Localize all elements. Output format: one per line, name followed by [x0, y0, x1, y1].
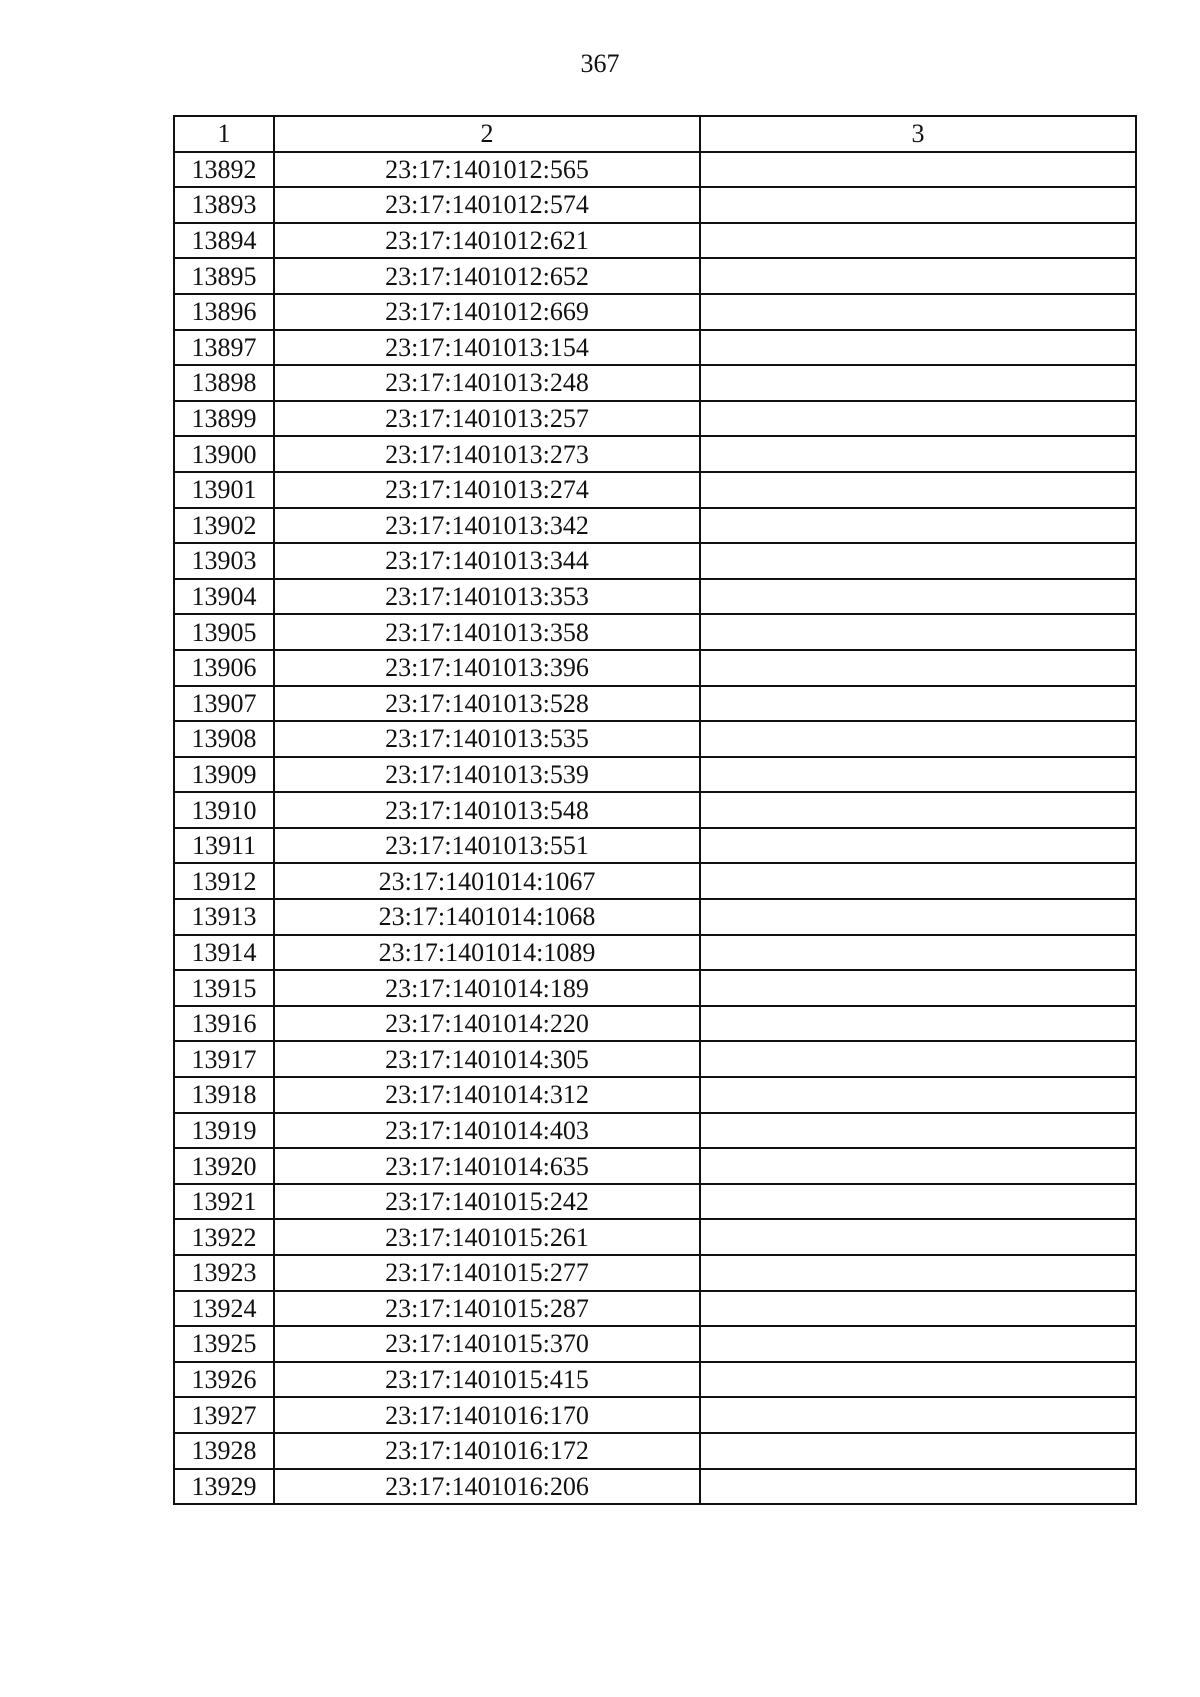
row-number-cell: 13899 — [174, 401, 274, 437]
table-row — [174, 508, 1136, 544]
note-cell — [700, 899, 1136, 935]
cadastral-number-cell: 23:17:1401015:415 — [274, 1362, 700, 1398]
cadastral-number-cell: 23:17:1401015:287 — [274, 1291, 700, 1327]
cadastral-number-cell: 23:17:1401014:189 — [274, 970, 700, 1006]
table-row — [174, 258, 1136, 294]
note-cell — [700, 863, 1136, 899]
table-row — [174, 1041, 1136, 1077]
note-cell — [700, 1362, 1136, 1398]
table-row — [174, 935, 1136, 971]
cadastral-number-cell: 23:17:1401012:621 — [274, 223, 700, 259]
note-cell — [700, 258, 1136, 294]
cadastral-number-cell: 23:17:1401013:154 — [274, 330, 700, 366]
table-row — [174, 792, 1136, 828]
cadastral-number-cell: 23:17:1401014:403 — [274, 1113, 700, 1149]
table-row — [174, 1362, 1136, 1398]
column-header-3: 3 — [700, 116, 1136, 152]
note-cell — [700, 757, 1136, 793]
table-row — [174, 1326, 1136, 1362]
note-cell — [700, 472, 1136, 508]
note-cell — [700, 365, 1136, 401]
table-row — [174, 579, 1136, 615]
row-number-cell: 13905 — [174, 614, 274, 650]
cadastral-number-cell: 23:17:1401013:396 — [274, 650, 700, 686]
table-body — [174, 152, 1136, 1505]
cadastral-number-cell: 23:17:1401012:652 — [274, 258, 700, 294]
note-cell — [700, 935, 1136, 971]
cadastral-number-cell: 23:17:1401012:565 — [274, 152, 700, 188]
row-number-cell: 13908 — [174, 721, 274, 757]
cadastral-number-cell: 23:17:1401014:1068 — [274, 899, 700, 935]
cadastral-number-table — [173, 115, 1137, 1505]
note-cell — [700, 543, 1136, 579]
cadastral-number-cell: 23:17:1401013:539 — [274, 757, 700, 793]
table-row — [174, 1006, 1136, 1042]
table-row — [174, 1148, 1136, 1184]
row-number-cell: 13909 — [174, 757, 274, 793]
note-cell — [700, 828, 1136, 864]
table-row — [174, 1077, 1136, 1113]
table-row — [174, 223, 1136, 259]
note-cell — [700, 686, 1136, 722]
table-row — [174, 650, 1136, 686]
table-row — [174, 330, 1136, 366]
row-number-cell: 13896 — [174, 294, 274, 330]
row-number-cell: 13921 — [174, 1184, 274, 1220]
row-number-cell: 13895 — [174, 258, 274, 294]
table-row — [174, 1433, 1136, 1469]
table-row — [174, 1255, 1136, 1291]
note-cell — [700, 187, 1136, 223]
note-cell — [700, 721, 1136, 757]
table-row — [174, 436, 1136, 472]
table-row — [174, 1469, 1136, 1505]
row-number-cell: 13922 — [174, 1219, 274, 1255]
table-row — [174, 828, 1136, 864]
note-cell — [700, 650, 1136, 686]
cadastral-number-cell: 23:17:1401013:358 — [274, 614, 700, 650]
table-row — [174, 614, 1136, 650]
cadastral-number-cell: 23:17:1401013:551 — [274, 828, 700, 864]
row-number-cell: 13903 — [174, 543, 274, 579]
note-cell — [700, 330, 1136, 366]
row-number-cell: 13925 — [174, 1326, 274, 1362]
cadastral-number-cell: 23:17:1401013:548 — [274, 792, 700, 828]
note-cell — [700, 1433, 1136, 1469]
table-row — [174, 899, 1136, 935]
row-number-cell: 13914 — [174, 935, 274, 971]
row-number-cell: 13928 — [174, 1433, 274, 1469]
column-header-1: 1 — [174, 116, 274, 152]
row-number-cell: 13898 — [174, 365, 274, 401]
note-cell — [700, 1255, 1136, 1291]
cadastral-number-cell: 23:17:1401014:312 — [274, 1077, 700, 1113]
cadastral-number-cell: 23:17:1401013:248 — [274, 365, 700, 401]
cadastral-number-cell: 23:17:1401013:342 — [274, 508, 700, 544]
note-cell — [700, 1006, 1136, 1042]
row-number-cell: 13906 — [174, 650, 274, 686]
row-number-cell: 13902 — [174, 508, 274, 544]
row-number-cell: 13918 — [174, 1077, 274, 1113]
cadastral-number-cell: 23:17:1401014:1067 — [274, 863, 700, 899]
note-cell — [700, 579, 1136, 615]
row-number-cell: 13926 — [174, 1362, 274, 1398]
table-row — [174, 1184, 1136, 1220]
cadastral-number-cell: 23:17:1401014:305 — [274, 1041, 700, 1077]
table-row — [174, 294, 1136, 330]
note-cell — [700, 1397, 1136, 1433]
cadastral-number-cell: 23:17:1401014:1089 — [274, 935, 700, 971]
page-number: 367 — [580, 49, 620, 78]
note-cell — [700, 1291, 1136, 1327]
cadastral-number-cell: 23:17:1401013:274 — [274, 472, 700, 508]
cadastral-number-cell: 23:17:1401014:635 — [274, 1148, 700, 1184]
table-row — [174, 187, 1136, 223]
note-cell — [700, 401, 1136, 437]
table-row — [174, 472, 1136, 508]
cadastral-number-cell: 23:17:1401013:257 — [274, 401, 700, 437]
row-number-cell: 13923 — [174, 1255, 274, 1291]
row-number-cell: 13913 — [174, 899, 274, 935]
table-row — [174, 721, 1136, 757]
row-number-cell: 13924 — [174, 1291, 274, 1327]
row-number-cell: 13910 — [174, 792, 274, 828]
cadastral-number-cell: 23:17:1401016:172 — [274, 1433, 700, 1469]
table-row — [174, 365, 1136, 401]
row-number-cell: 13893 — [174, 187, 274, 223]
cadastral-number-cell: 23:17:1401015:242 — [274, 1184, 700, 1220]
row-number-cell: 13900 — [174, 436, 274, 472]
cadastral-number-cell: 23:17:1401013:528 — [274, 686, 700, 722]
table-row — [174, 152, 1136, 188]
note-cell — [700, 1184, 1136, 1220]
table-row — [174, 863, 1136, 899]
table-header-row — [174, 116, 1136, 152]
column-header-2: 2 — [274, 116, 700, 152]
table-row — [174, 970, 1136, 1006]
row-number-cell: 13901 — [174, 472, 274, 508]
note-cell — [700, 614, 1136, 650]
note-cell — [700, 436, 1136, 472]
row-number-cell: 13920 — [174, 1148, 274, 1184]
table-row — [174, 1219, 1136, 1255]
row-number-cell: 13892 — [174, 152, 274, 188]
note-cell — [700, 970, 1136, 1006]
note-cell — [700, 1077, 1136, 1113]
cadastral-number-cell: 23:17:1401012:669 — [274, 294, 700, 330]
note-cell — [700, 1469, 1136, 1505]
table-row — [174, 401, 1136, 437]
note-cell — [700, 152, 1136, 188]
row-number-cell: 13894 — [174, 223, 274, 259]
row-number-cell: 13919 — [174, 1113, 274, 1149]
note-cell — [700, 1148, 1136, 1184]
note-cell — [700, 508, 1136, 544]
note-cell — [700, 1041, 1136, 1077]
cadastral-number-cell: 23:17:1401015:261 — [274, 1219, 700, 1255]
row-number-cell: 13929 — [174, 1469, 274, 1505]
table-row — [174, 686, 1136, 722]
row-number-cell: 13911 — [174, 828, 274, 864]
note-cell — [700, 1219, 1136, 1255]
table-row — [174, 1291, 1136, 1327]
row-number-cell: 13912 — [174, 863, 274, 899]
cadastral-number-cell: 23:17:1401013:344 — [274, 543, 700, 579]
note-cell — [700, 1326, 1136, 1362]
table-row — [174, 543, 1136, 579]
note-cell — [700, 223, 1136, 259]
cadastral-number-cell: 23:17:1401015:370 — [274, 1326, 700, 1362]
row-number-cell: 13904 — [174, 579, 274, 615]
cadastral-number-cell: 23:17:1401014:220 — [274, 1006, 700, 1042]
cadastral-number-cell: 23:17:1401013:273 — [274, 436, 700, 472]
row-number-cell: 13916 — [174, 1006, 274, 1042]
cadastral-number-cell: 23:17:1401016:206 — [274, 1469, 700, 1505]
table-row — [174, 1397, 1136, 1433]
row-number-cell: 13907 — [174, 686, 274, 722]
row-number-cell: 13897 — [174, 330, 274, 366]
cadastral-number-cell: 23:17:1401013:353 — [274, 579, 700, 615]
note-cell — [700, 792, 1136, 828]
row-number-cell: 13915 — [174, 970, 274, 1006]
note-cell — [700, 1113, 1136, 1149]
note-cell — [700, 294, 1136, 330]
table-row — [174, 1113, 1136, 1149]
cadastral-number-cell: 23:17:1401016:170 — [274, 1397, 700, 1433]
cadastral-number-cell: 23:17:1401015:277 — [274, 1255, 700, 1291]
table-row — [174, 757, 1136, 793]
row-number-cell: 13927 — [174, 1397, 274, 1433]
cadastral-number-cell: 23:17:1401012:574 — [274, 187, 700, 223]
cadastral-number-cell: 23:17:1401013:535 — [274, 721, 700, 757]
row-number-cell: 13917 — [174, 1041, 274, 1077]
